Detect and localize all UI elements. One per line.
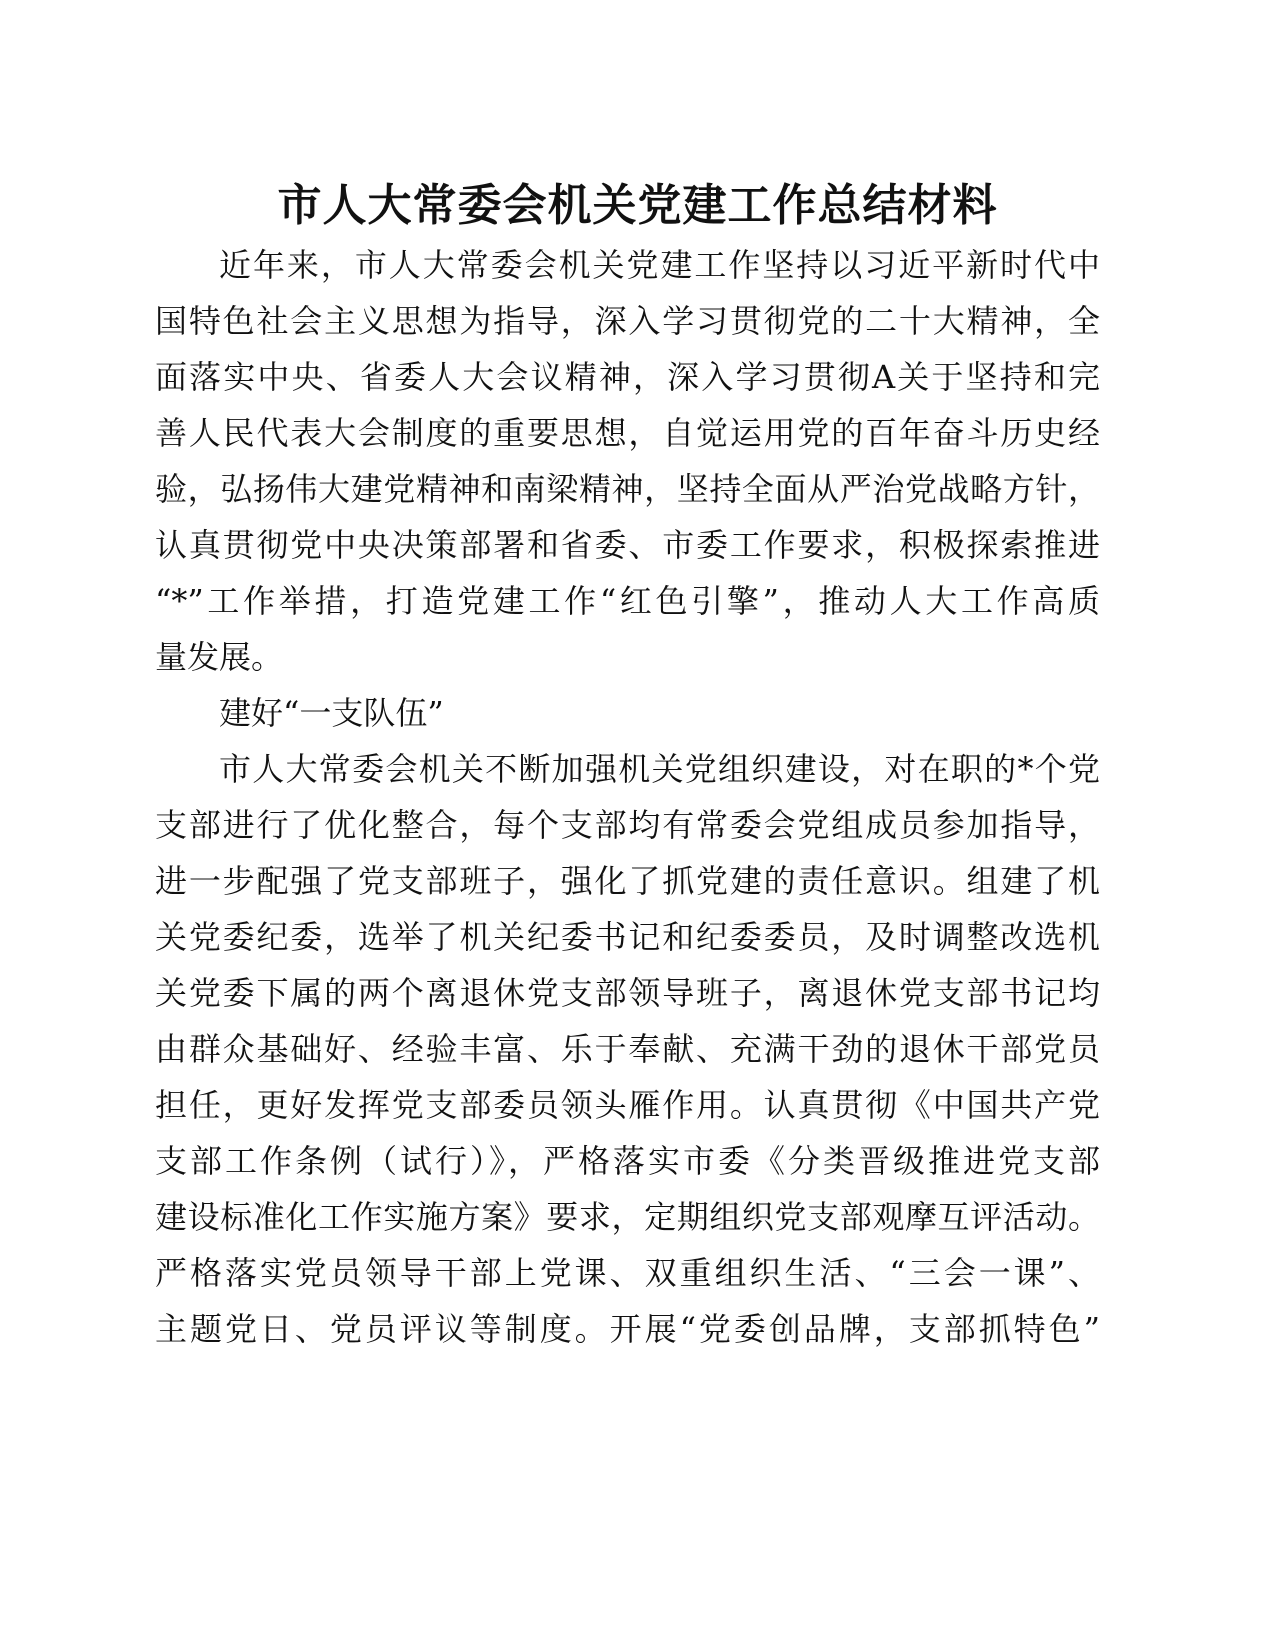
paragraph-line: “*”工作举措，打造党建工作“红色引擎”，推动人大工作高质 xyxy=(155,582,1100,620)
paragraph-line: 认真贯彻党中央决策部署和省委、市委工作要求，积极探索推进 xyxy=(155,526,1100,564)
paragraph-line: 进一步配强了党支部班子，强化了抓党建的责任意识。组建了机 xyxy=(155,862,1100,900)
section-heading: 建好“一支队伍” xyxy=(219,694,444,732)
paragraph-line: 关党委纪委，选举了机关纪委书记和纪委委员，及时调整改选机 xyxy=(155,918,1100,956)
document-title: 市人大常委会机关党建工作总结材料 xyxy=(277,180,998,231)
paragraph-line: 善人民代表大会制度的重要思想，自觉运用党的百年奋斗历史经 xyxy=(155,414,1100,452)
paragraph-line: 国特色社会主义思想为指导，深入学习贯彻党的二十大精神，全 xyxy=(155,302,1100,340)
paragraph-line: 由群众基础好、经验丰富、乐于奉献、充满干劲的退休干部党员 xyxy=(155,1030,1100,1068)
paragraph-line: 关党委下属的两个离退休党支部领导班子，离退休党支部书记均 xyxy=(155,974,1100,1012)
paragraph-line: 面落实中央、省委人大会议精神，深入学习贯彻A关于坚持和完 xyxy=(155,358,1100,396)
paragraph-line: 量发展。 xyxy=(155,638,284,676)
paragraph-line: 市人大常委会机关不断加强机关党组织建设，对在职的*个党 xyxy=(219,750,1100,788)
paragraph-line: 建设标准化工作实施方案》要求，定期组织党支部观摩互评活动。 xyxy=(155,1198,1100,1236)
paragraph-line: 主题党日、党员评议等制度。开展“党委创品牌，支部抓特色” xyxy=(155,1310,1100,1348)
paragraph-line: 支部工作条例（试行）》，严格落实市委《分类晋级推进党支部 xyxy=(155,1142,1100,1180)
paragraph-line: 担任，更好发挥党支部委员领头雁作用。认真贯彻《中国共产党 xyxy=(155,1086,1100,1124)
paragraph-line: 支部进行了优化整合，每个支部均有常委会党组成员参加指导， xyxy=(155,806,1100,844)
paragraph-line: 严格落实党员领导干部上党课、双重组织生活、“三会一课”、 xyxy=(155,1254,1100,1292)
paragraph-line: 近年来，市人大常委会机关党建工作坚持以习近平新时代中 xyxy=(219,246,1100,284)
paragraph-line: 验，弘扬伟大建党精神和南梁精神，坚持全面从严治党战略方针， xyxy=(155,470,1100,508)
